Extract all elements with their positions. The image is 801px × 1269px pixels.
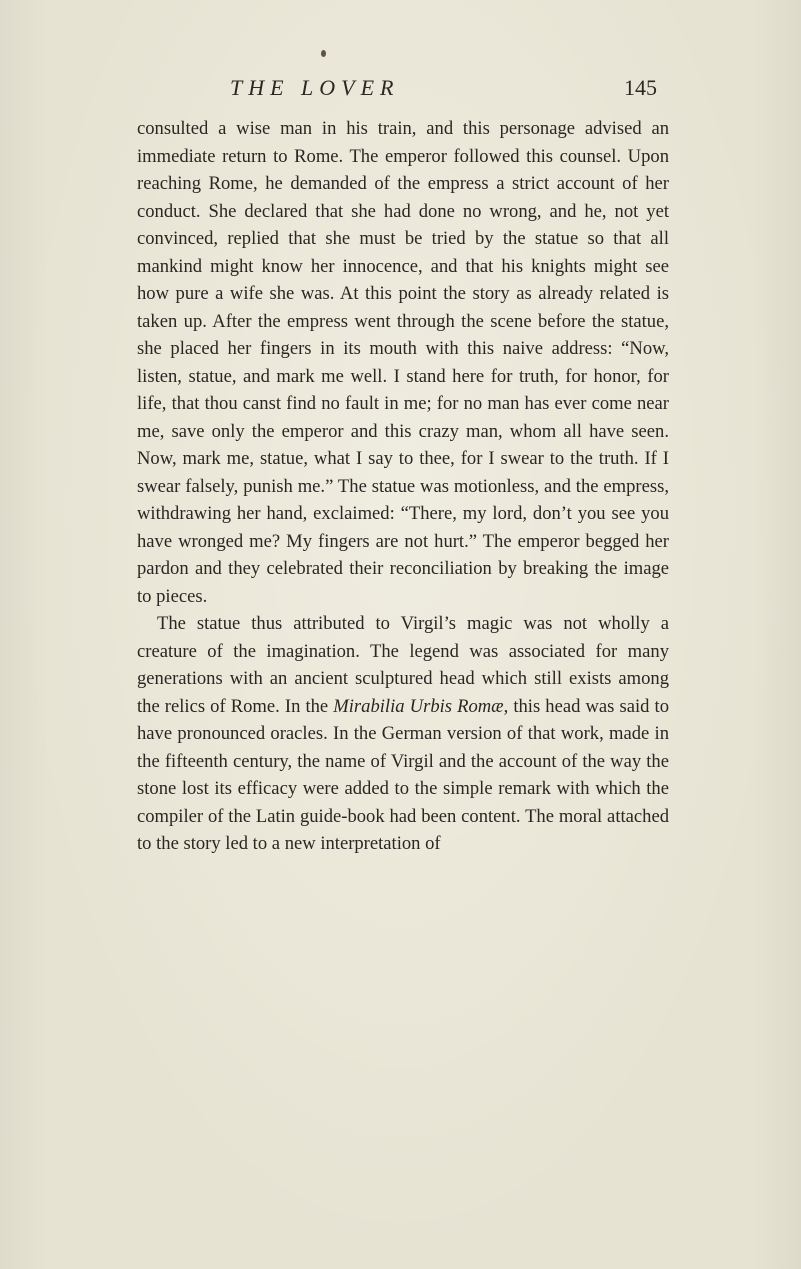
paragraph-2: [137, 610, 669, 858]
running-head: THE LOVER: [230, 75, 400, 100]
body-text: [137, 115, 669, 858]
paragraph-1: consulted a wise man in his train, and this personage advised an immediate return to Rome. The emperor followed this counsel. Upon reaching Rome, he demanded of the empress a strict account of her conduct. She declared that she had done no wrong, and he, not yet convinced, replied that she must be tried by the statue so that all mankind might know her innocence, and that his knights might see how pure a wife she was. At this point the story as already related is taken up. After the empress went through the scene before the statue, she placed her fingers in its mouth with this naive address: “Now, listen, statue, and mark me well. I stand here for truth, for honor, for life, that thou canst find no fault in me; for no man has ever come near me, save only the emperor and this crazy man, whom all have seen. Now, mark me, statue, what I say to thee, for I swear to the truth. If I swear falsely, punish me.” The statue was motionless, and the empress, withdrawing her hand, exclaimed: “There, my lord, don’t you see you have wronged me? My fingers are not hurt.” The emperor begged her pardon and they celebrated their reconciliation by breaking the image to pieces.: [137, 118, 669, 607]
book-title-mirabilia: Mirabilia Urbis Romæ: [333, 695, 504, 717]
page-header: [133, 74, 663, 104]
page-number: 145: [624, 75, 657, 100]
ink-speck: [321, 50, 326, 57]
paragraph-2-part-2: , this head was said to have pronounced oracles. In the German version of that work, made in the fifteenth century, the name of Virgil and the account of the way the stone lost its efficacy were added to the simple remark with which the compiler of the Latin guide-book had been content. The moral attached to the story led to a new interpretation of: [137, 695, 669, 854]
paragraph-2-part-1: The statue thus attributed to Virgil’s magic was not wholly a creature of the imagination. The legend was associated for many generations with an ancient sculptured head which still exists among the relics of Rome. In the: [137, 613, 669, 717]
